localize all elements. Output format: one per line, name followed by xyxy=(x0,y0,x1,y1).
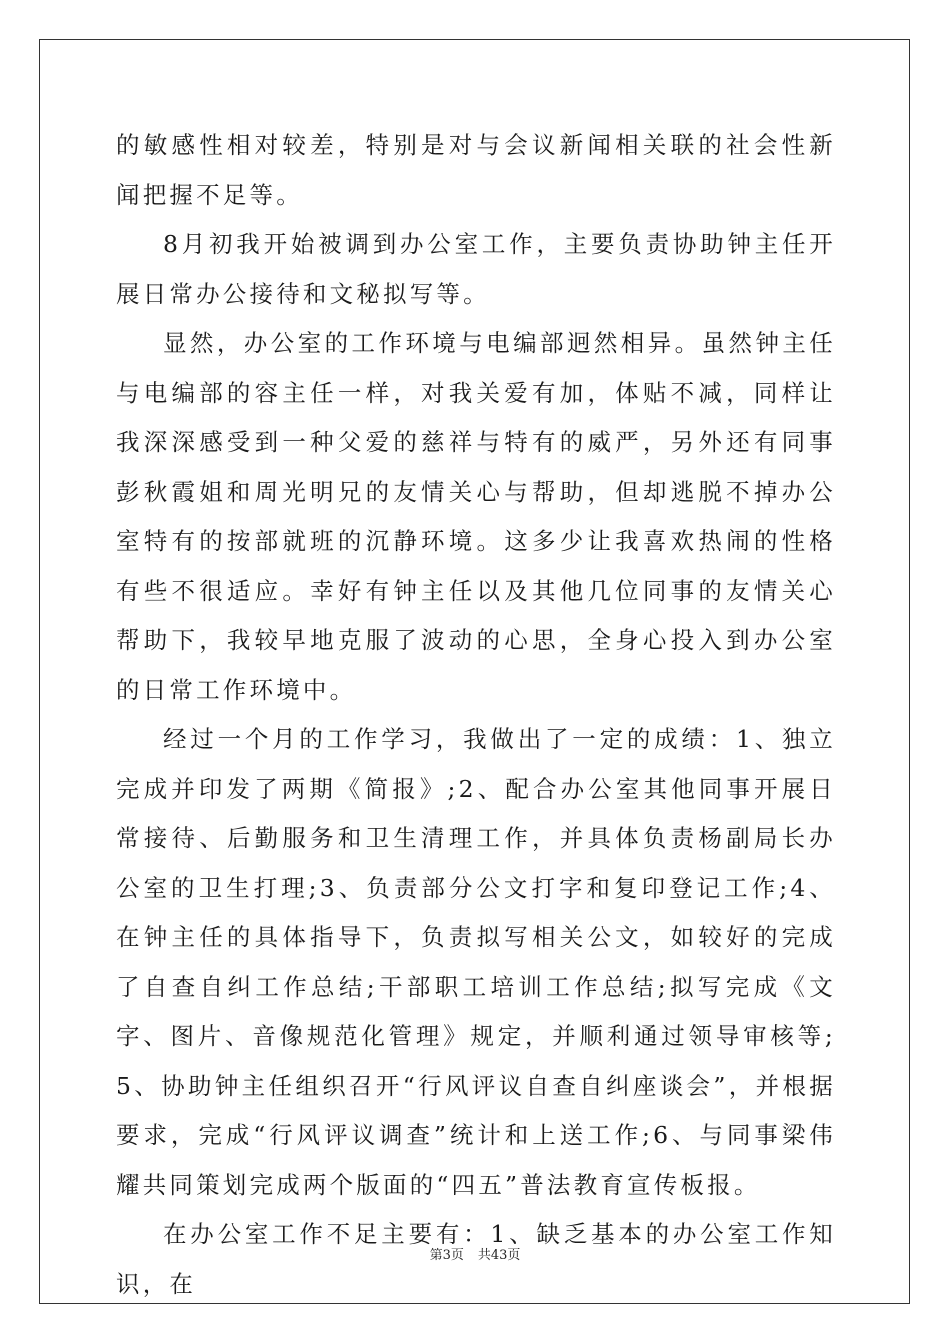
page-number: 第3页 xyxy=(429,1248,464,1263)
paragraph-2: 8月初我开始被调到办公室工作，主要负责协助钟主任开展日常办公接待和文秘拟写等。 xyxy=(116,230,836,308)
paragraph-5: 在办公室工作不足主要有：1、缺乏基本的办公室工作知识，在 xyxy=(116,1220,836,1298)
document-body xyxy=(116,121,836,1309)
paragraph-1: 的敏感性相对较差，特别是对与会议新闻相关联的社会性新闻把握不足等。 xyxy=(116,131,836,209)
page-footer xyxy=(0,1247,950,1265)
paragraph-3: 显然，办公室的工作环境与电编部迥然相异。虽然钟主任与电编部的容主任一样，对我关爱有加，体贴不减，同样让我深深感受到一种父爱的慈祥与特有的威严，另外还有同事彭秋霞姐和周光明兄的友情关心与帮助，但却逃脱不掉办公室特有的按部就班的沉静环境。这多少让我喜欢热闹的性格有些不很适应。幸好有钟主任以及其他几位同事的友情关心帮助下，我较早地克服了波动的心思，全身心投入到办公室的日常工作环境中。 xyxy=(116,329,836,704)
page-total: 共43页 xyxy=(477,1248,521,1263)
paragraph-4: 经过一个月的工作学习，我做出了一定的成绩：1、独立完成并印发了两期《简报》;2、配合办公室其他同事开展日常接待、后勤服务和卫生清理工作，并具体负责杨副局长办公室的卫生打理;3、负责部分公文打字和复印登记工作;4、在钟主任的具体指导下，负责拟写相关公文，如较好的完成了自查自纠工作总结;干部职工培训工作总结;拟写完成《文字、图片、音像规范化管理》规定，并顺利通过领导审核等;5、协助钟主任组织召开“行风评议自查自纠座谈会”，并根据要求，完成“行风评议调查”统计和上送工作;6、与同事梁伟耀共同策划完成两个版面的“四五”普法教育宣传板报。 xyxy=(116,725,836,1199)
